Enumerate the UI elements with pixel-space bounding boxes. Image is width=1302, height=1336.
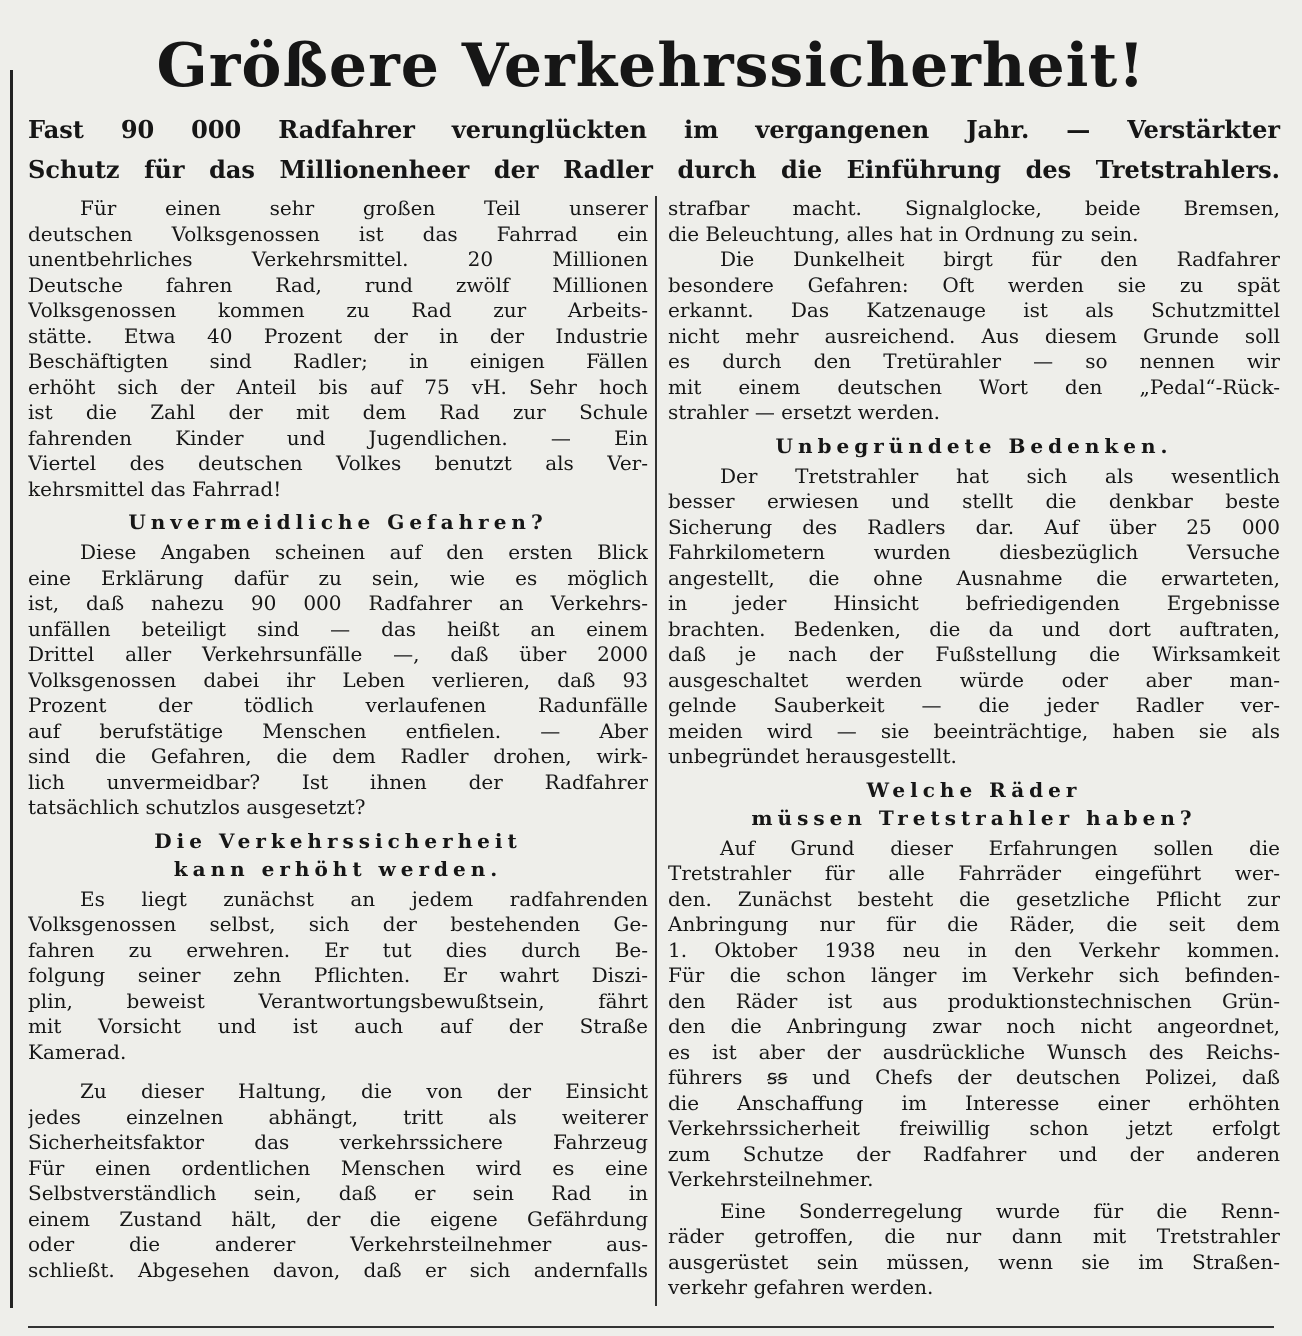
- paragraph-gefahren: [28, 540, 648, 821]
- section-heading-raeder: [668, 776, 1280, 832]
- text-line: Für einen sehr großen Teil unserer: [80, 196, 648, 220]
- text-line: fahrenden Kinder und Jugendlichen. — Ein: [28, 425, 648, 450]
- text-line: den. Zunächst besteht die gesetzliche Pflicht zur: [668, 886, 1280, 911]
- text-line: 1. Oktober 1938 neu in den Verkehr kommen.: [668, 937, 1280, 962]
- text-line: Eine Sonderregelung wurde für die Renn-: [720, 1198, 1280, 1223]
- text-line: folgung seiner zehn Pflichten. Er wahrt Diszi-: [28, 963, 648, 987]
- text-line: Deutsche fahren Rad, rund zwölf Millionen: [28, 272, 648, 297]
- text-line: stätte. Etwa 40 Prozent der in der Industrie: [28, 323, 648, 348]
- text-line: erkannt. Das Katzenauge ist als Schutzmittel: [668, 298, 1280, 322]
- text-line: ausgeschaltet werden würde oder aber man-: [668, 667, 1280, 692]
- text-line: brachten. Bedenken, die da und dort auftraten,: [668, 616, 1280, 641]
- text-line: jedes einzelnen abhängt, tritt als weiterer: [28, 1104, 648, 1129]
- text-line: verkehr gefahren werden.: [668, 1275, 934, 1299]
- paragraph-pflichten: [28, 887, 648, 1066]
- paragraph-continuation: [668, 196, 1280, 247]
- text-line: den Räder ist aus produktionstechnischen Grün-: [668, 988, 1280, 1013]
- text-line: Tretstrahler für alle Fahrräder eingeführt wer-: [668, 861, 1280, 885]
- section-heading-sicherheit: [28, 827, 648, 883]
- text-line: den die Anbringung zwar noch nicht angeordnet,: [668, 1014, 1280, 1038]
- text-line: Für einen ordentlichen Menschen wird es eine: [28, 1155, 648, 1180]
- text-line: besondere Gefahren: Oft werden sie zu spät: [668, 272, 1280, 297]
- text-line: schließt. Abgesehen davon, daß er sich andernfalls: [28, 1257, 648, 1282]
- text-line: fahren zu erwehren. Er tut dies durch Be-: [28, 937, 648, 962]
- text-line: gelnde Sauberkeit — die jeder Radler ver-: [668, 693, 1280, 717]
- text-line: Selbstverständlich sein, daß er sein Rad in: [28, 1181, 648, 1205]
- paragraph-intro: [28, 196, 648, 502]
- text-line: Prozent der tödlich verlaufenen Radunfälle: [28, 693, 648, 717]
- text-line: strahler — ersetzt werden.: [668, 400, 941, 424]
- text-line: in jeder Hinsicht befriedigenden Ergebnisse: [668, 591, 1280, 615]
- section-heading-bedenken: [668, 432, 1280, 460]
- text-line: unbegründet herausgestellt.: [668, 744, 957, 768]
- text-line: Sicherung des Radlers dar. Auf über 25 000: [668, 514, 1280, 539]
- text-line: besser erwiesen und stellt die denkbar beste: [668, 489, 1280, 513]
- subhead-line: Schutz für das Millionenheer der Radler durch die Einführung des Tretstrahlers.: [28, 155, 1280, 184]
- spacer: [28, 1065, 648, 1079]
- heading-line: kann erhöht werden.: [173, 856, 503, 881]
- text-line: die Anschaffung im Interesse einer erhöhten: [668, 1090, 1280, 1115]
- text-line: Zu dieser Haltung, die von der Einsicht: [80, 1079, 648, 1103]
- text-line: führers ꞩꞩ und Chefs der deutschen Polizei, daß: [668, 1065, 1280, 1089]
- heading-line: müssen Tretstrahler haben?: [751, 805, 1197, 830]
- heading-line: Unbegründete Bedenken.: [775, 433, 1173, 458]
- text-line: es durch den Tretürahler — so nennen wir: [668, 349, 1280, 373]
- article-headline: Größere Verkehrssicherheit!: [156, 31, 1146, 101]
- text-line: Auf Grund dieser Erfahrungen sollen die: [720, 835, 1280, 860]
- text-line: mit Vorsicht und ist auch auf der Straße: [28, 1014, 648, 1038]
- text-line: einem Zustand hält, der die eigene Gefährdung: [28, 1206, 648, 1231]
- paragraph-erfahrungen: [668, 836, 1280, 1193]
- text-line: Anbringung nur für die Räder, die seit dem: [668, 912, 1280, 936]
- heading-line: Welche Räder: [866, 777, 1082, 802]
- paragraph-tretstrahler: [668, 464, 1280, 770]
- text-line: Drittel aller Verkehrsunfälle —, daß über 2000: [28, 642, 648, 666]
- text-line: strafbar macht. Signalglocke, beide Bremsen,: [668, 196, 1280, 220]
- left-border-rule: [10, 70, 13, 1308]
- text-line: ausgerüstet sein müssen, wenn sie im Straßen-: [668, 1249, 1280, 1274]
- right-column: [668, 196, 1280, 1301]
- text-line: nicht mehr ausreichend. Aus diesem Grunde soll: [668, 323, 1280, 348]
- text-line: ist die Zahl der mit dem Rad zur Schule: [28, 400, 648, 424]
- text-line: deutschen Volksgenossen ist das Fahrrad ein: [28, 221, 648, 246]
- text-line: Die Dunkelheit birgt für den Radfahrer: [720, 247, 1280, 271]
- paragraph-haltung: [28, 1079, 648, 1283]
- text-line: kehrsmittel das Fahrrad!: [28, 476, 282, 501]
- text-line: plin, beweist Verantwortungsbewußtsein, fährt: [28, 988, 648, 1013]
- section-heading-gefahren: [28, 508, 648, 536]
- text-line: unentbehrliches Verkehrsmittel. 20 Millionen: [28, 247, 648, 271]
- text-line: ist, daß nahezu 90 000 Radfahrer an Verkehrs-: [28, 591, 648, 615]
- subhead-line: Fast 90 000 Radfahrer verunglückten im vergangenen Jahr. — Verstärkter: [28, 115, 1280, 144]
- heading-line: Die Verkehrssicherheit: [154, 828, 522, 853]
- text-line: meiden wird — sie beeinträchtige, haben sie als: [668, 718, 1280, 743]
- text-line: Viertel des deutschen Volkes benutzt als Ver-: [28, 451, 648, 475]
- text-line: Volksgenossen kommen zu Rad zur Arbeits-: [28, 298, 648, 322]
- text-line: es ist aber der ausdrückliche Wunsch des Reichs-: [668, 1039, 1280, 1064]
- bottom-rule: [28, 1326, 1274, 1328]
- text-line: angestellt, die ohne Ausnahme die erwarteten,: [668, 565, 1280, 590]
- text-line: Fahrkilometern wurden diesbezüglich Versuche: [668, 540, 1280, 564]
- text-line: Kamerad.: [28, 1039, 127, 1064]
- text-line: Diese Angaben scheinen auf den ersten Blick: [80, 540, 648, 564]
- text-line: oder die anderer Verkehrsteilnehmer aus-: [28, 1232, 648, 1256]
- text-line: Volksgenossen selbst, sich der bestehenden Ge-: [28, 912, 648, 936]
- text-line: mit einem deutschen Wort den „Pedal“-Rück-: [668, 374, 1280, 399]
- text-line: auf berufstätige Menschen entfielen. — Aber: [28, 718, 648, 743]
- text-line: Verkehrsteilnehmer.: [668, 1167, 874, 1191]
- text-line: lich unvermeidbar? Ist ihnen der Radfahrer: [28, 769, 648, 794]
- text-line: sind die Gefahren, die dem Radler drohen, wirk-: [28, 744, 648, 768]
- heading-line: Unvermeidliche Gefahren?: [128, 510, 548, 534]
- text-line: Volksgenossen dabei ihr Leben verlieren, daß 93: [28, 667, 648, 692]
- text-line: Für die schon länger im Verkehr sich befinden-: [668, 963, 1280, 987]
- paragraph-sonderregelung: [668, 1199, 1280, 1301]
- text-line: unfällen beteiligt sind — das heißt an einem: [28, 616, 648, 641]
- text-line: zum Schutze der Radfahrer und der anderen: [668, 1141, 1280, 1166]
- text-line: daß je nach der Fußstellung die Wirksamkeit: [668, 642, 1280, 666]
- text-line: Der Tretstrahler hat sich als wesentlich: [720, 463, 1280, 488]
- text-line: eine Erklärung dafür zu sein, wie es möglich: [28, 565, 648, 590]
- column-divider: [655, 196, 657, 1306]
- text-line: Beschäftigten sind Radler; in einigen Fällen: [28, 349, 648, 373]
- text-line: die Beleuchtung, alles hat in Ordnung zu sein.: [668, 221, 1139, 246]
- paragraph-dunkelheit: [668, 247, 1280, 426]
- text-line: erhöht sich der Anteil bis auf 75 vH. Sehr hoch: [28, 374, 648, 399]
- article-subheadline: [28, 110, 1280, 190]
- text-line: Verkehrssicherheit freiwillig schon jetzt erfolgt: [668, 1116, 1280, 1140]
- text-line: Sicherheitsfaktor das verkehrssichere Fahrzeug: [28, 1130, 648, 1154]
- text-line: Es liegt zunächst an jedem radfahrenden: [80, 886, 648, 911]
- text-line: tatsächlich schutzlos ausgesetzt?: [28, 795, 366, 819]
- text-line: räder getroffen, die nur dann mit Tretstrahler: [668, 1224, 1280, 1248]
- left-column: [28, 196, 648, 1283]
